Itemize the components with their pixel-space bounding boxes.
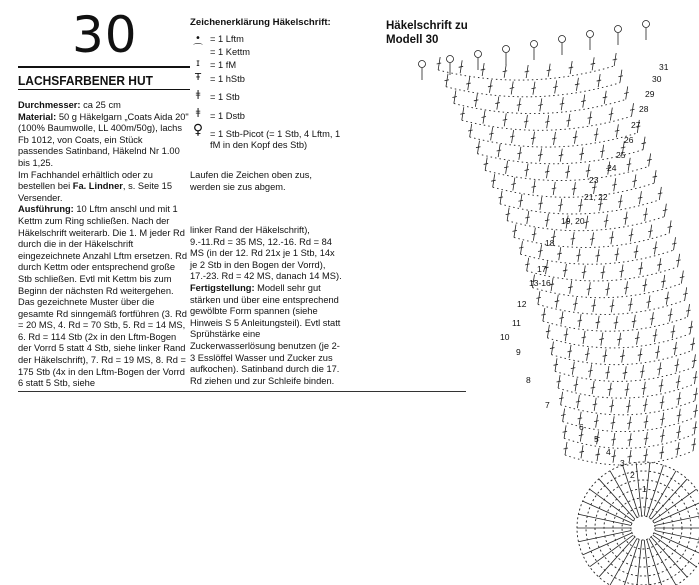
round-label: 26 <box>624 135 634 145</box>
round-label: 2 <box>630 470 635 480</box>
stitch-bar <box>650 318 655 319</box>
stitch-bar <box>617 339 622 340</box>
stitch-bar <box>657 264 662 265</box>
round-label: 5 <box>594 434 599 444</box>
stitch-bar <box>642 388 647 389</box>
stitch-bar <box>573 303 578 304</box>
stitch-bar <box>559 317 564 318</box>
stitch-bar <box>571 238 576 239</box>
picot-mark <box>503 46 510 53</box>
stitch-bar <box>609 114 614 115</box>
stitch-bar <box>653 335 658 336</box>
stitch-bar <box>646 301 651 302</box>
stitch-bar <box>628 304 633 305</box>
stitch-bar <box>676 448 681 449</box>
stitch-bar <box>647 159 652 160</box>
stitch-bar <box>474 100 479 101</box>
stitch-bar <box>564 448 569 449</box>
stitch-bar <box>573 137 578 138</box>
stitch-bar <box>591 305 596 306</box>
stitch-bar <box>547 70 552 71</box>
stitch-bar <box>538 250 543 251</box>
round-label: 11 <box>512 318 521 328</box>
stitch-bar <box>686 310 691 311</box>
stitch-bar <box>594 134 599 135</box>
stitch-bar <box>557 253 562 254</box>
stitch-bar <box>578 320 583 321</box>
round-label: 3 <box>620 458 625 468</box>
stitch-bar <box>484 163 489 164</box>
stitch-bar <box>628 439 633 440</box>
stitch-spoke <box>583 533 632 555</box>
stitch-spoke <box>649 538 676 585</box>
stitch-bar <box>693 377 698 378</box>
stitch-bar <box>658 193 663 194</box>
stitch-bar <box>629 234 634 235</box>
stitch-bar <box>499 197 504 198</box>
stitch-bar <box>692 444 697 445</box>
stitch-bar <box>604 220 609 221</box>
round-label: 7 <box>545 400 550 410</box>
legend-list <box>190 33 340 153</box>
stitch-bar <box>676 260 681 261</box>
stitch-bar <box>572 188 577 189</box>
stitch-bar <box>532 234 537 235</box>
stitch-bar <box>578 205 583 206</box>
supplier-paragraph: Im Fachhandel erhältlich oder zu bestellen bei Fa. Lindner, s. Seite 15 Versender. <box>18 169 173 203</box>
stitch-bar <box>545 220 550 221</box>
stitch-spoke <box>654 533 699 555</box>
legend-note: Laufen die Zeichen oben zus, werden sie zus abgem. <box>190 170 312 192</box>
stitch-bar <box>609 406 614 407</box>
stitch-bar <box>497 150 502 151</box>
stitch-bar <box>460 113 465 114</box>
stitch-bar <box>605 372 610 373</box>
rounds-paragraph: linker Rand der Häkelschrift), 9.-11.Rd = 35 MS, 12.-16. Rd = 84 MS (in der 12. Rd 21x je 1 Stb, 14x je 2 Stb in den Bogen der Vorrd), 17.-23. Rd = 42 MS, danach 14 MS). <box>190 225 342 282</box>
stitch-bar <box>546 331 551 332</box>
round-label: 18 <box>545 238 555 248</box>
stitch-bar <box>482 117 487 118</box>
stitch-bar <box>660 452 665 453</box>
instructions-paragraph: Ausführung: 10 Lftm anschl und mit 1 Kettm zum Ring schließen. Nach der Häkelschrift weiterarb. Die 1. M jeder Rd durch die in der Häkelschrift eingezeichnete Anzahl Lftm ersetzen. Rd durch Kettm oder entsprechend große Stb schließen. Evtl mit Kettm bis zum Beginn der nächsten Rd weitergehen. Das gezeichnete Muster über die gesamte Rd sinngemäß fortführen (3. Rd = 20 MS, 4. Rd = 70 Stb, 5. Rd = 14 MS, 6. Rd = 114 Stb (2x in den Lftm-Bogen der Vorrd 5 statt 4 Stb, siehe linker Rand der Häkelschrift), 7. Rd = 19 MS, 8. Rd = 175 Stb (4x in den Lftm-Bogen der Vorrd 6 statt 5 Stb, siehe <box>18 204 187 389</box>
stitch-bar <box>476 147 481 148</box>
stitch-bar <box>545 171 550 172</box>
stitch-bar <box>625 389 630 390</box>
stitch-bar <box>541 314 546 315</box>
stitch-spoke <box>583 501 632 523</box>
stitch-bar <box>668 314 673 315</box>
stitch-bar <box>688 327 693 328</box>
stitch-bar <box>559 398 564 399</box>
stitch-bar <box>557 381 562 382</box>
stitch-bar <box>566 120 571 121</box>
stitch-bar <box>575 84 580 85</box>
stitch-bar <box>627 164 632 165</box>
stitch-bar <box>552 188 557 189</box>
stitch-bar <box>576 255 581 256</box>
stitch-bar <box>594 421 599 422</box>
stitch-bar <box>643 214 648 215</box>
mid-text-column <box>190 225 342 387</box>
stitch-bar <box>518 200 523 201</box>
stitch-bar <box>538 104 543 105</box>
stitch-bar <box>511 184 515 185</box>
title-rule-top <box>18 66 190 68</box>
round-label: 10 <box>500 332 510 342</box>
stitch-bar <box>586 170 591 171</box>
stitch-bar <box>531 138 536 139</box>
title-rule-bottom <box>18 89 190 90</box>
stitch-bar <box>630 109 635 110</box>
stitch-bar <box>609 237 614 238</box>
stitch-spoke <box>590 535 634 567</box>
stitch-bar <box>593 404 598 405</box>
stitch-bar <box>503 119 508 120</box>
stitch-bar <box>591 387 596 388</box>
stitch-bar <box>659 385 664 386</box>
picot-mark <box>419 61 426 68</box>
round-label: 8 <box>526 375 531 385</box>
stitch-bar <box>582 272 587 273</box>
stitch-bar <box>624 92 629 93</box>
stitch-bar <box>653 247 658 248</box>
stitch-bar <box>603 97 608 98</box>
stitch-bar <box>618 201 623 202</box>
stitch-bar <box>592 187 597 188</box>
stitch-bar <box>605 289 610 290</box>
legend-item: • = 1 Lftm <box>190 33 340 46</box>
legend-item: ♀ = 1 Stb-Picot (= 1 Stb, 4 Lftm, 1 fM in den Kopf des Stb) <box>190 127 340 153</box>
stitch-bar <box>621 147 626 148</box>
stitch-bar <box>536 297 541 298</box>
stitch-bar <box>517 104 522 105</box>
legend-item: ɪ = 1 fM <box>190 59 340 72</box>
stitch-bar <box>519 247 524 248</box>
left-text-column <box>18 100 190 390</box>
stitch-bar <box>663 210 668 211</box>
stitch-bar <box>598 204 603 205</box>
stitch-bar <box>676 432 681 433</box>
stitch-bar <box>610 305 615 306</box>
stitch-bar <box>495 103 500 104</box>
stitch-bar <box>503 71 508 72</box>
dot-symbol-icon: • <box>195 33 201 44</box>
legend-item: ǂ = 1 Dstb <box>190 107 340 127</box>
picot-mark <box>587 31 594 38</box>
stitch-bar <box>601 272 606 273</box>
stitch-bar <box>620 271 625 272</box>
stitch-bar <box>555 301 560 302</box>
stitch-bar <box>554 364 559 365</box>
diagram-title: Häkelschrift zu Modell 30 <box>386 20 468 46</box>
stitch-bar <box>596 454 601 455</box>
round-label: 30 <box>652 74 662 84</box>
arc-symbol-icon: ⌒ <box>193 44 203 55</box>
stitch-bar <box>545 121 550 122</box>
stitch-bar <box>693 394 698 395</box>
stitch-bar <box>608 389 613 390</box>
stitch-bar <box>643 285 648 286</box>
stitch-bar <box>590 238 595 239</box>
stitch-bar <box>661 281 666 282</box>
stitch-bar <box>571 368 576 369</box>
stitch-bar <box>563 270 568 271</box>
stitch-bar <box>510 87 515 88</box>
stitch-bar <box>491 180 496 181</box>
stitch-bar <box>585 354 590 355</box>
round-label: 29 <box>645 89 655 99</box>
round-label: 9 <box>516 347 521 357</box>
stitch-bar <box>552 138 557 139</box>
stitch-bar <box>525 170 530 171</box>
stitch-bar <box>504 167 509 168</box>
stitch-bar <box>591 63 596 64</box>
dstb-symbol-icon: ǂ <box>195 107 201 118</box>
stitch-bar <box>532 186 537 187</box>
legend-item: ⌒ = 1 Kettm <box>190 46 340 59</box>
stitch-bar <box>624 218 629 219</box>
stitch-bar <box>587 288 592 289</box>
stitch-bar <box>693 411 698 412</box>
stitch-bar <box>603 355 608 356</box>
legend-item: Ŧ = 1 hStb <box>190 72 340 89</box>
stitch-bar <box>635 338 640 339</box>
stitch-bar <box>648 231 653 232</box>
stitch-bar <box>481 69 486 70</box>
stitch-bar <box>627 423 632 424</box>
round-label: 24 <box>607 163 617 173</box>
diameter-paragraph: Durchmesser: ca 25 cm <box>18 100 121 110</box>
round-label: 25 <box>616 150 626 160</box>
stitch-bar <box>615 130 620 131</box>
stitch-bar <box>626 406 631 407</box>
stitch-bar <box>677 415 682 416</box>
picot-mark <box>475 51 482 58</box>
round-label: 31 <box>659 62 669 72</box>
stitch-bar <box>660 419 665 420</box>
stitch-bar <box>640 371 645 372</box>
picot-symbol-icon: ♀ <box>192 122 204 138</box>
stitch-bar <box>600 151 605 152</box>
stitch-spoke <box>599 537 635 577</box>
stitch-bar <box>620 356 625 357</box>
stitch-bar <box>657 368 662 369</box>
stitch-spoke <box>647 465 664 516</box>
stitch-bar <box>525 217 530 218</box>
legend-item: ǂ = 1 Stb <box>190 89 340 107</box>
stitch-spoke <box>651 537 687 577</box>
round-label: 23 <box>589 175 599 185</box>
stitch-bar <box>623 372 628 373</box>
stitch-bar <box>614 322 619 323</box>
stitch-bar <box>644 438 649 439</box>
crochet-diagram <box>380 0 699 585</box>
stitch-bar <box>568 287 573 288</box>
round-label: 21, 22 <box>584 192 608 202</box>
round-label: 1 <box>642 484 647 494</box>
stitch-bar <box>624 287 629 288</box>
crown-round <box>631 516 655 540</box>
stitch-bar <box>579 153 584 154</box>
picot-mark <box>559 36 566 43</box>
stitch-bar <box>582 337 587 338</box>
stitch-bar <box>525 71 530 72</box>
stitch-bar <box>665 298 670 299</box>
stitch-bar <box>489 133 494 134</box>
stitch-bar <box>677 398 682 399</box>
stitch-spoke <box>649 471 676 518</box>
finishing-paragraph: Fertigstellung: Modell sehr gut stärken und über eine entsprechend gewölbte Form spannen (siehe Hinweis S 5 Anleitungsteil). Evtl statt Sprühstärke eine Zuckerwasserlösung benutzen (je 2-3 Esslöffel Wasser und Zucker zus aufkochen). Satinband durch die 17. Rd ziehen und zur Schleife binden. <box>190 282 341 386</box>
stitch-bar <box>444 80 449 81</box>
stitch-bar <box>553 86 558 87</box>
stitch-bar <box>488 86 493 87</box>
stitch-bar <box>517 153 522 154</box>
stitch-bar <box>437 63 442 64</box>
round-label: 17 <box>537 264 547 274</box>
stitch-bar <box>568 351 573 352</box>
legend-heading: Zeichenerklärung Häkelschrift: <box>190 17 331 28</box>
stitch-bar <box>596 322 601 323</box>
stitch-bar <box>597 80 602 81</box>
stitch-bar <box>668 226 673 227</box>
picot-mark <box>447 56 454 63</box>
picot-mark <box>615 26 622 33</box>
stitch-spoke <box>578 530 631 541</box>
stitch-bar <box>642 143 647 144</box>
stitch-bar <box>574 384 579 385</box>
stitch-bar <box>638 197 643 198</box>
stitch-bar <box>512 230 517 231</box>
stitch-bar <box>672 243 677 244</box>
stitch-bar <box>558 205 563 206</box>
stitch-bar <box>628 456 633 457</box>
round-label: 28 <box>639 104 649 114</box>
stitch-bar <box>653 176 658 177</box>
round-label: 12 <box>517 299 527 309</box>
stitch-bar <box>596 255 601 256</box>
fm-symbol-icon: ɪ <box>196 58 200 69</box>
stitch-bar <box>452 96 457 97</box>
stitch-bar <box>692 360 697 361</box>
stitch-bar <box>538 154 543 155</box>
material-paragraph: Material: 50 g Häkelgarn „Coats Aida 20" (100% Baumwolle, LL 400m/50g), lachs Fb 1012, von Coats, ein Stück passendes Satinband, Häkelnd Nr 1.00 bis 1,25. <box>18 111 189 168</box>
stitch-bar <box>611 422 616 423</box>
stitch-bar <box>638 354 643 355</box>
stitch-bar <box>680 277 685 278</box>
stitch-bar <box>565 171 570 172</box>
stitch-bar <box>525 264 530 265</box>
round-label: 27 <box>631 120 641 130</box>
stitch-bar <box>612 184 617 185</box>
stitch-bar <box>468 130 473 131</box>
stitch-bar <box>638 268 643 269</box>
stitch-spoke <box>653 535 697 567</box>
stitch-bar <box>632 321 637 322</box>
stitch-bar <box>584 222 589 223</box>
round-label: 13-16 <box>529 278 551 288</box>
stitch-bar <box>660 402 665 403</box>
picot-mark <box>531 41 538 48</box>
stitch-bar <box>612 456 617 457</box>
round-label: 4 <box>606 447 611 457</box>
stitch-bar <box>683 293 688 294</box>
stitch-bar <box>660 435 665 436</box>
stitch-spoke <box>623 539 640 585</box>
stitch-bar <box>643 405 648 406</box>
stitch-bar <box>611 439 616 440</box>
stitch-bar <box>466 83 471 84</box>
round-label: 19, 20 <box>561 216 585 226</box>
stitch-bar <box>615 254 620 255</box>
stb-symbol-icon: ǂ <box>195 89 201 100</box>
stitch-bar <box>671 331 676 332</box>
stitch-bar <box>675 365 680 366</box>
stitch-spoke <box>610 538 637 585</box>
stitch-bar <box>578 418 583 419</box>
stitch-bar <box>655 352 660 353</box>
stitch-bar <box>506 214 511 215</box>
stitch-bar <box>531 88 536 89</box>
stitch-bar <box>564 334 569 335</box>
pattern-number: 30 <box>72 6 138 64</box>
stitch-bar <box>560 103 565 104</box>
stitch-bar <box>632 181 637 182</box>
stitch-bar <box>673 348 678 349</box>
stitch-bar <box>618 76 623 77</box>
pattern-title: LACHSFARBENER HUT <box>18 73 153 88</box>
stitch-bar <box>644 455 649 456</box>
stitch-bar <box>613 59 618 60</box>
picot-mark <box>643 21 650 28</box>
stitch-bar <box>563 431 568 432</box>
stitch-bar <box>676 381 681 382</box>
stitch-bar <box>569 67 574 68</box>
stitch-bar <box>644 421 649 422</box>
stitch-bar <box>559 155 564 156</box>
stitch-bar <box>599 339 604 340</box>
stitch-bar <box>693 427 698 428</box>
stitch-bar <box>576 401 581 402</box>
stitch-bar <box>524 121 529 122</box>
stitch-bar <box>550 348 555 349</box>
stitch-bar <box>588 117 593 118</box>
stitch-spoke <box>654 501 699 523</box>
stitch-bar <box>510 136 515 137</box>
stitch-bar <box>561 415 566 416</box>
stitch-bar <box>459 66 464 67</box>
hstb-symbol-icon: Ŧ <box>194 72 202 83</box>
stitch-bar <box>580 451 585 452</box>
stitch-bar <box>690 344 695 345</box>
round-label: 6 <box>579 422 584 432</box>
stitch-bar <box>634 251 639 252</box>
stitch-bar <box>581 101 586 102</box>
stitch-bar <box>538 203 543 204</box>
stitch-bar <box>588 370 593 371</box>
stitch-bar <box>579 435 584 436</box>
